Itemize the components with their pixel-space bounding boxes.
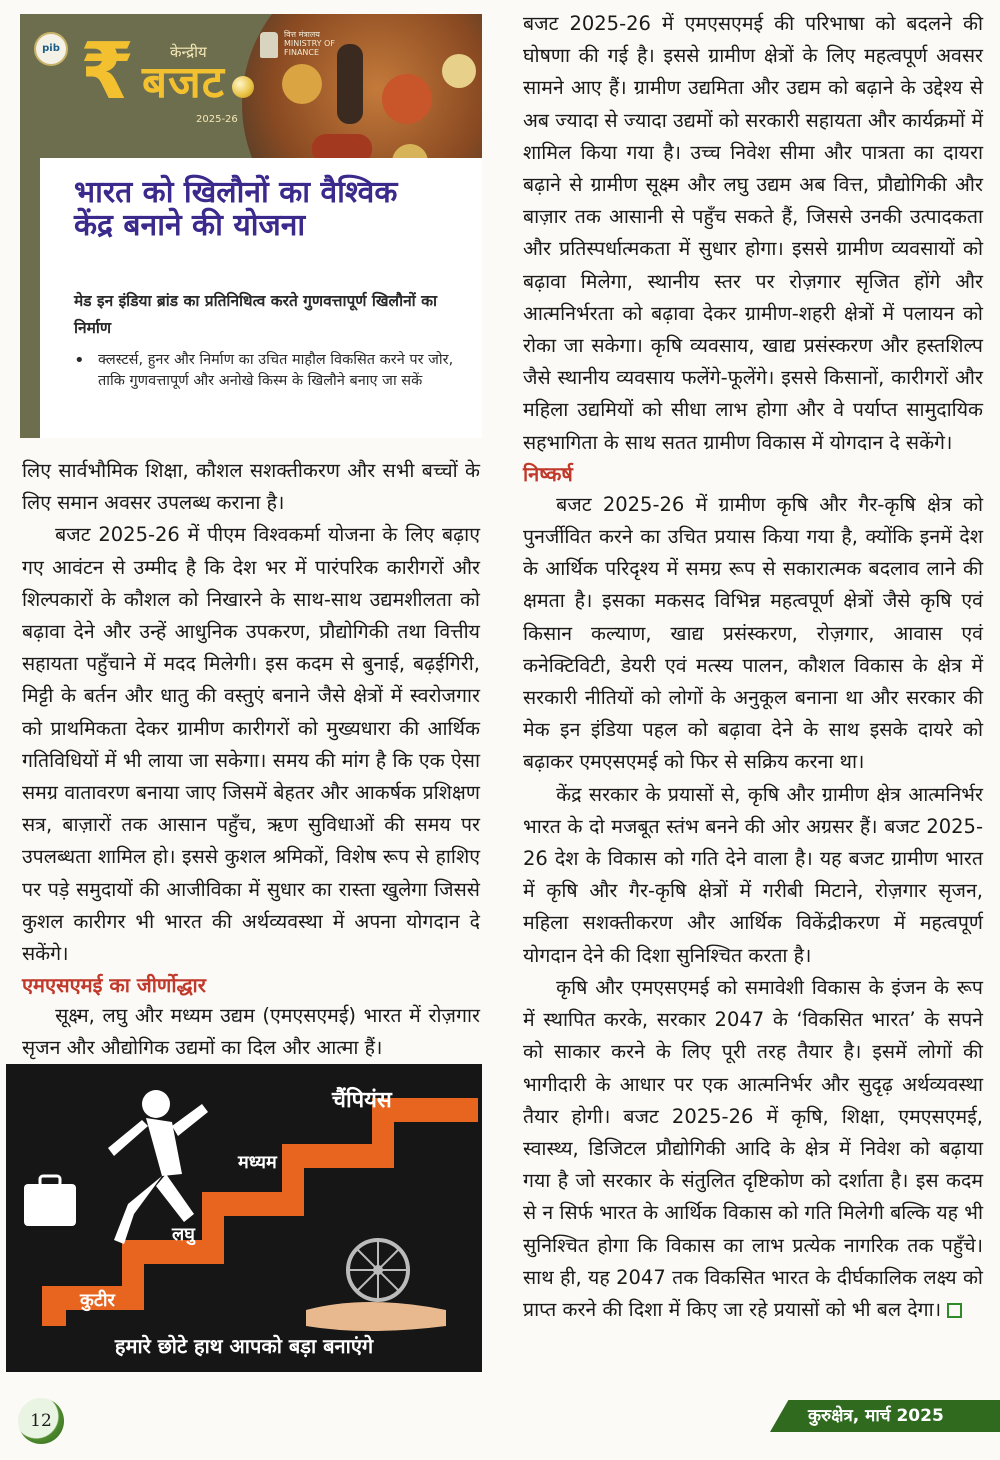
paragraph: कृषि और एमएसएमई को समावेशी विकास के इंजन के रूप में स्थापित करके, सरकार 2047 के ‘विकसित भारत’ के सपने को साकार करने के लिए पूरी तरह तैयार है। इसमें लोगों की भागीदारी के आधार पर एक आत्मनिर्भर और सुदृढ़ अर्थव्यवस्था तैयार होगी। बजट 2025-26 में कृषि, शिक्षा, एमएसएमई, स्वास्थ्य, डिजिटल प्रौद्योगिकी आदि के क्षेत्र में निवेश को बढ़ाया गया है जो सरकार के संतुलित दृष्टिकोण को दर्शाता है। इस कदम से न सिर्फ भारत के आर्थिक विकास को गति मिलेगी बल्कि यह भी सुनिश्चित होगा कि विकास का लाभ प्रत्येक नागरिक तक पहुँचे। साथ ही, यह 2047 तक विकसित भारत के दीर्घकालिक लक्ष्य को प्राप्त करने की दिशा में किए जा रहे प्रयासों को भी बल देगा। [523, 975, 983, 1321]
golden-orb-icon [232, 76, 254, 98]
step-label-champions: चैंपियंस [332, 1088, 392, 1113]
right-column [523, 8, 983, 1326]
infographic-subheading: मेड इन इंडिया ब्रांड का प्रतिनिधित्व करते गुणवत्तापूर्ण खिलौनों का निर्माण [74, 292, 438, 337]
paragraph: बजट 2025-26 में एमएसएमई की परिभाषा को बदलने की घोषणा की गई है। इससे ग्रामीण क्षेत्रों के लिए महत्वपूर्ण अवसर सामने आए हैं। ग्रामीण उद्यमिता और उद्यम को बढ़ाने के उद्देश्य से अब ज्यादा से ज्यादा उद्यमों को सरकारी सहायता और कार्यक्रमों में शामिल किया गया है। उच्च निवेश सीमा और पात्रता का दायरा बढ़ाने से ग्रामीण सूक्ष्म और लघु उद्यम अब वित्त, प्रौद्योगिकी और बाज़ार तक आसानी से पहुँच सकते हैं, जिससे उनकी उत्पादकता और प्रतिस्पर्धात्मकता में सुधार होगा। इससे ग्रामीण व्यवसायों को बढ़ावा मिलेगा, स्थानीय स्तर पर रोज़गार सृजित होंगे और आत्मनिर्भरता को बढ़ावा देकर ग्रामीण-शहरी क्षेत्रों में पलायन को रोका जा सकेगा। कृषि व्यवसाय, खाद्य प्रसंस्करण और हस्तशिल्प जैसे स्थानीय व्यवसाय फलेंगे-फूलेंगे। इससे किसानों, कारीगरों और महिला उद्यमियों को सीधा लाभ होगा और वे पर्याप्त सामुदायिक सहभागिता के साथ सतत ग्रामीण विकास में योगदान दे सकेंगे। [523, 12, 983, 454]
rupee-symbol: ₹ [80, 27, 135, 117]
infographic-text-panel [40, 158, 482, 438]
pib-logo: pib [34, 32, 68, 66]
magazine-issue-label: कुरुक्षेत्र, मार्च 2025 [808, 1406, 944, 1426]
budget-label-kendriya: केन्द्रीय [170, 43, 207, 61]
paragraph: सूक्ष्म, लघु और मध्यम उद्यम (एमएसएमई) भारत में रोज़गार सृजन और औद्योगिक उद्यमों का दिल और आत्मा हैं। [22, 1004, 480, 1060]
paragraph: लिए सार्वभौमिक शिक्षा, कौशल सशक्तीकरण और सभी बच्चों के लिए समान अवसर उपलब्ध कराना है। [22, 459, 480, 515]
step-label-madhyam: मध्यम [238, 1152, 277, 1173]
budget-infographic [20, 14, 482, 438]
page-number: 12 [18, 1398, 64, 1444]
left-column [22, 455, 480, 1065]
msme-staircase-illustration [6, 1064, 482, 1372]
staircase-graphic [6, 1064, 482, 1372]
hand-icon [306, 1302, 446, 1331]
ministry-label: वित्त मंत्रालय MINISTRY OF FINANCE [284, 30, 335, 57]
section-heading: निष्कर्ष [523, 461, 573, 486]
end-of-article-icon [947, 1303, 962, 1318]
section-heading: एमएसएमई का जीर्णोद्धार [22, 973, 206, 998]
paragraph: बजट 2025-26 में पीएम विश्वकर्मा योजना के लिए बढ़ाए गए आवंटन से उम्मीद है कि देश भर में पारंपरिक कारीगरों और शिल्पकारों के कौशल को निखारने के साथ-साथ उद्यमशीलता को बढ़ावा देने और उन्हें आधुनिक उपकरण, प्रौद्योगिकी तथा वित्तीय सहायता पहुँचाने में मदद मिलेगी। इस कदम से बुनाई, बढ़ईगिरी, मिट्टी के बर्तन और धातु की वस्तुएं बनाने जैसे क्षेत्रों में स्वरोजगार को प्राथमिकता देकर ग्रामीण कारीगरों को मुख्यधारा की आर्थिक गतिविधियों में भी लाया जा सकेगा। समय की मांग है कि एक ऐसा समग्र वातावरण बनाया जाए जिसमें बेहतर और आकर्षक प्रशिक्षण सत्र, बाज़ारों तक आसान पहुँच, ऋण सुविधाओं की समय पर उपलब्धता शामिल हो। इससे कुशल श्रमिकों, विशेष रूप से हाशिए पर पड़े समुदायों की आजीविका में सुधार का रास्ता खुलेगा जिससे कुशल कारीगर भी भारत की अर्थव्यवस्था में अपना योगदान दे सकेंगे। [22, 523, 480, 966]
paragraph: बजट 2025-26 में ग्रामीण कृषि और गैर-कृषि क्षेत्र को पुनर्जीवित करने का उचित प्रयास किया गया है, क्योंकि इनमें देश के आर्थिक परिदृश्य में समग्र रूप से सकारात्मक बदलाव लाने की क्षमता है। इसका मकसद विभिन्न महत्वपूर्ण क्षेत्रों जैसे कृषि एवं किसान कल्याण, खाद्य प्रसंस्करण, रोज़गार, आवास एवं कनेक्टिविटी, डेयरी एवं मत्स्य पालन, कौशल विकास के क्षेत्र में सरकारी नीतियों को लोगों के अनुकूल बनाना था और सरकार की मेक इन इंडिया पहल को बढ़ावा देने के साथ इसके दायरे को बढ़ाकर एमएसएमई को फिर से सक्रिय करना था। [523, 492, 983, 774]
budget-label: बजट [142, 57, 225, 108]
budget-year: 2025-26 [196, 114, 238, 125]
step-label-kutir: कुटीर [80, 1290, 115, 1311]
paragraph: केंद्र सरकार के प्रयासों से, कृषि और ग्रामीण क्षेत्र आत्मनिर्भर भारत के दो मजबूत स्तंभ बनने की ओर अग्रसर हैं। बजट 2025-26 देश के विकास को गति देने वाला है। यह बजट ग्रामीण भारत में कृषि और गैर-कृषि क्षेत्रों में गरीबी मिटाने, रोज़गार सृजन, महिला सशक्तीकरण और आर्थिक विकेंद्रीकरण में महत्वपूर्ण योगदान देने की दिशा सुनिश्चित करता है। [523, 782, 983, 967]
step-label-laghu: लघु [172, 1224, 195, 1245]
infographic-heading: भारत को खिलौनों का वैश्विक केंद्र बनाने की योजना [74, 175, 398, 243]
national-emblem-icon [260, 32, 278, 58]
infographic-bullet: • क्लस्टर्स, हुनर और निर्माण का उचित माहौल विकसित करने पर जोर, ताकि गुणवत्तापूर्ण और अनोखे किस्म के खिलौने बनाए जा सकें [74, 350, 478, 392]
illustration-caption: हमारे छोटे हाथ आपको बड़ा बनाएंगे [114, 1334, 374, 1358]
briefcase-icon [24, 1184, 76, 1226]
